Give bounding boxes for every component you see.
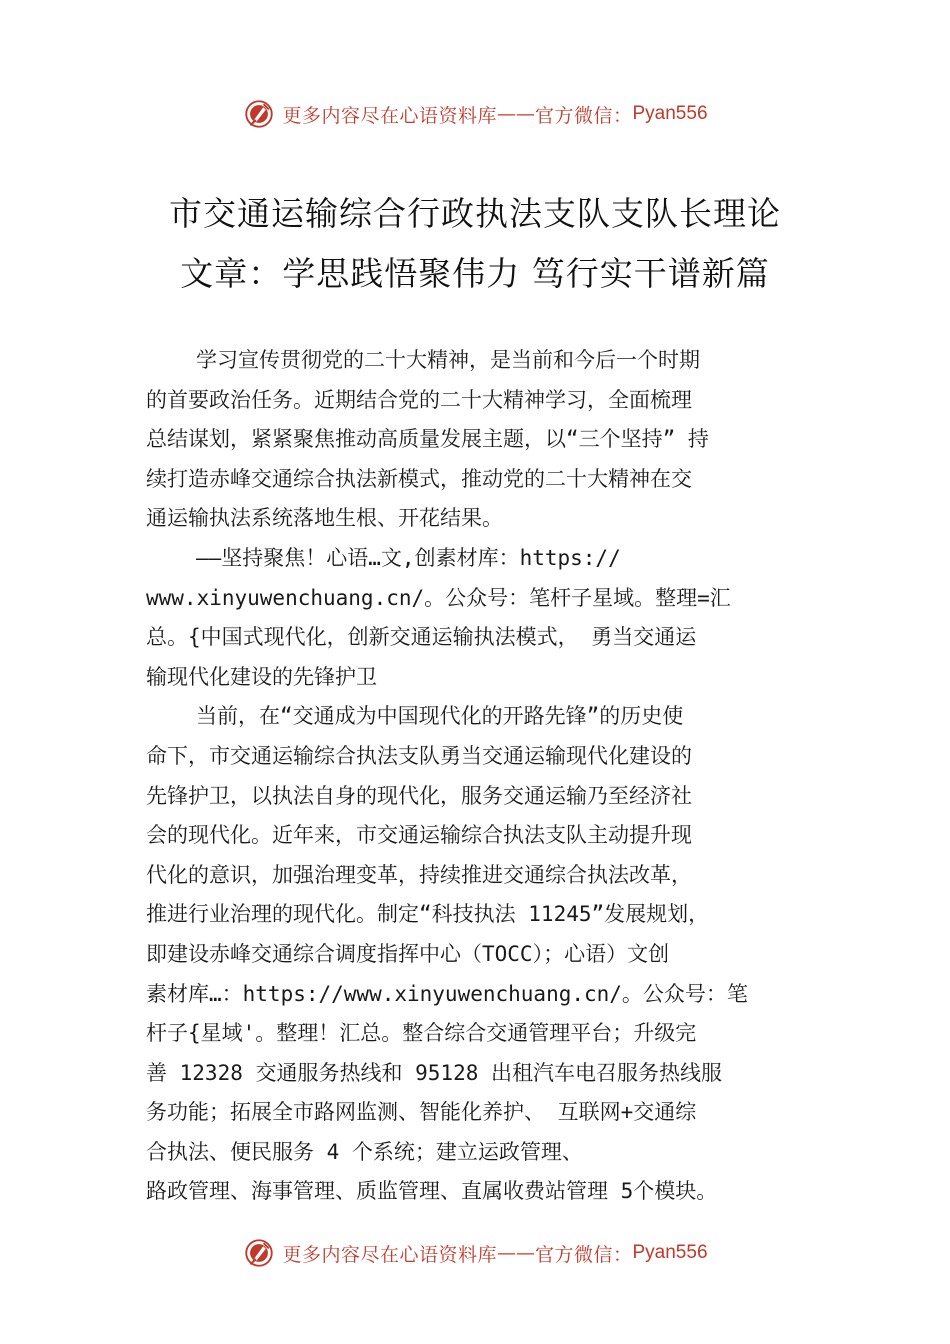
body-line: 路政管理、海事管理、质监管理、直属收费站管理 5个模块。 [146, 1179, 718, 1204]
body-line: 会的现代化。近年来，市交通运输综合执法支队主动提升现 [146, 823, 692, 848]
body-line: 务功能；拓展全市路网监测、智能化养护、 互联网+交通综 [146, 1100, 697, 1125]
header-watermark [0, 92, 950, 136]
body-line: ——坚持聚焦！心语…文,创素材库：https:// [196, 545, 621, 570]
watermark-separator: —— [496, 103, 535, 125]
body-line: 素材库…：https://www.xinyuwenchuang.cn/。公众号：笔 [146, 981, 748, 1006]
body-line: 杆子{星域'。整理！汇总。整合综合交通管理平台；升级完 [146, 1021, 697, 1046]
watermark-wechat-label: 官方微信： [534, 104, 633, 127]
pen-nib-logo-icon [242, 97, 276, 131]
watermark-separator: —— [496, 1242, 535, 1264]
pen-nib-logo-icon [242, 1236, 276, 1270]
body-line: 先锋护卫，以执法自身的现代化，服务交通运输乃至经济社 [146, 783, 692, 808]
body-line: 合执法、便民服务 4 个系统；建立运政管理、 [146, 1139, 583, 1164]
body-line: 即建设赤峰交通综合调度指挥中心（TOCC）；心语）文创 [146, 941, 670, 966]
watermark-text: 更多内容尽在心语资料库 [282, 1243, 497, 1266]
body-line: 代化的意识，加强治理变革，持续推进交通综合执法改革， [146, 862, 692, 887]
watermark-handle: Pyan556 [632, 103, 708, 124]
body-line: 总结谋划，紧紧聚焦推动高质量发展主题，以“三个坚持” 持 [146, 427, 709, 452]
document-body [146, 341, 811, 1212]
document-title [0, 184, 950, 304]
body-line: 的首要政治任务。近期结合党的二十大精神学习，全面梳理 [146, 387, 692, 412]
body-line: 通运输执法系统落地生根、开花结果。 [146, 506, 503, 531]
title-line: 文章：学思践悟聚伟力 笃行实干谱新篇 [180, 254, 770, 293]
title-line: 市交通运输综合行政执法支队支队长理论 [169, 194, 781, 233]
watermark-wechat-label: 官方微信： [534, 1243, 633, 1266]
body-line: 推进行业治理的现代化。制定“科技执法 11245”发展规划， [146, 902, 710, 927]
watermark-handle: Pyan556 [632, 1242, 708, 1263]
body-line: 续打造赤峰交通综合执法新模式，推动党的二十大精神在交 [146, 466, 692, 491]
footer-watermark [0, 1231, 950, 1275]
body-line: 总。{中国式现代化，创新交通运输执法模式， 勇当交通运 [146, 625, 697, 650]
watermark-text: 更多内容尽在心语资料库 [282, 104, 497, 127]
body-line: 当前，在“交通成为中国现代化的开路先锋”的历史使 [196, 704, 684, 729]
body-line: www.xinyuwenchuang.cn/。公众号：笔杆子星域。整理=汇 [146, 585, 731, 610]
body-line: 命下，市交通运输综合执法支队勇当交通运输现代化建设的 [146, 743, 692, 768]
body-line: 善 12328 交通服务热线和 95128 出租汽车电召服务热线服 [146, 1060, 723, 1085]
body-line: 学习宣传贯彻党的二十大精神，是当前和今后一个时期 [196, 348, 700, 372]
body-line: 输现代化建设的先锋护卫 [146, 664, 377, 689]
